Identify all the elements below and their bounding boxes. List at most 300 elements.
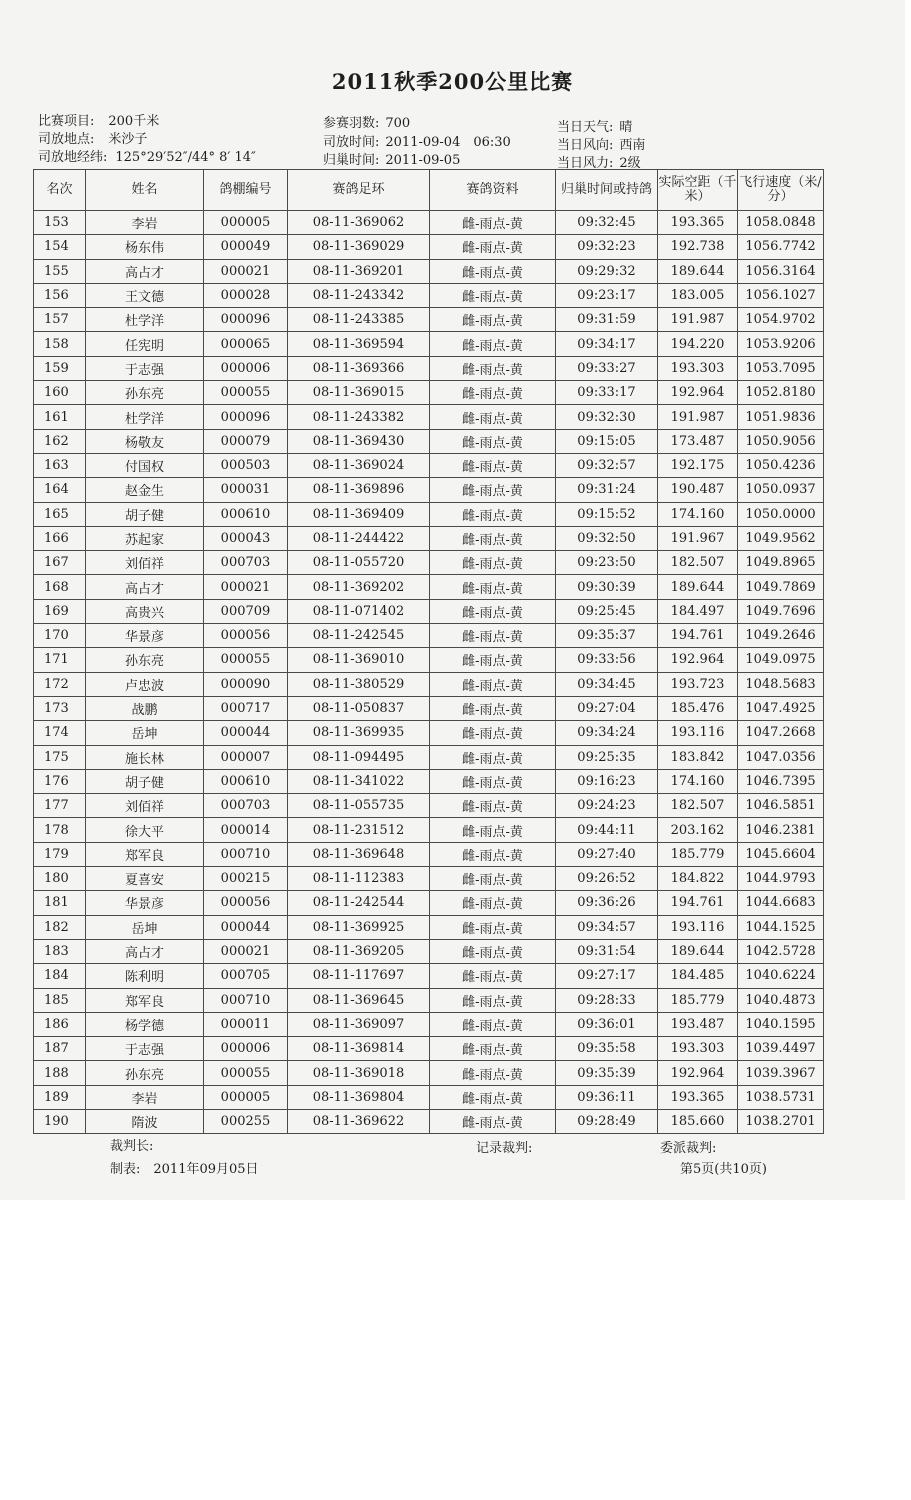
loft-number-cell: 000031: [204, 478, 288, 502]
ring-cell: 08-11-369097: [288, 1012, 430, 1036]
table-row: [34, 939, 824, 963]
rank-cell: 169: [34, 599, 86, 623]
name-cell: 陈利明: [86, 964, 204, 988]
ring-cell: 08-11-369935: [288, 721, 430, 745]
ring-cell: 08-11-369804: [288, 1085, 430, 1109]
loft-number-cell: 000215: [204, 867, 288, 891]
ring-cell: 08-11-094495: [288, 745, 430, 769]
loft-number-cell: 000044: [204, 721, 288, 745]
rank-cell: 186: [34, 1012, 86, 1036]
rank-cell: 167: [34, 551, 86, 575]
table-row: [34, 769, 824, 793]
table-row: [34, 794, 824, 818]
return-time-cell: 09:25:35: [556, 745, 658, 769]
rank-cell: 158: [34, 332, 86, 356]
table-row: [34, 1109, 824, 1133]
page-number: 第5页(共10页): [680, 1162, 767, 1177]
name-cell: 郑军良: [86, 988, 204, 1012]
rank-cell: 185: [34, 988, 86, 1012]
ring-cell: 08-11-369018: [288, 1061, 430, 1085]
loft-number-cell: 000717: [204, 696, 288, 720]
bird-info-cell: 雌-雨点-黄: [430, 1037, 556, 1061]
bird-info-cell: 雌-雨点-黄: [430, 478, 556, 502]
table-row: [34, 551, 824, 575]
table-row: [34, 381, 824, 405]
name-cell: 隋波: [86, 1109, 204, 1133]
appointed-judge-label: 委派裁判:: [660, 1141, 717, 1156]
return-time-cell: 09:35:37: [556, 624, 658, 648]
table-row: [34, 842, 824, 866]
loft-number-cell: 000503: [204, 453, 288, 477]
speed-cell: 1047.4925: [738, 696, 824, 720]
speed-cell: 1039.4497: [738, 1037, 824, 1061]
speed-cell: 1050.9056: [738, 429, 824, 453]
return-time-cell: 09:34:24: [556, 721, 658, 745]
loft-number-cell: 000096: [204, 308, 288, 332]
bird-info-cell: 雌-雨点-黄: [430, 794, 556, 818]
table-row: [34, 964, 824, 988]
loft-number-cell: 000710: [204, 988, 288, 1012]
rank-cell: 175: [34, 745, 86, 769]
bird-info-cell: 雌-雨点-黄: [430, 1085, 556, 1109]
rank-cell: 190: [34, 1109, 86, 1133]
wind-direction-info: [557, 134, 645, 153]
return-time-cell: 09:16:23: [556, 769, 658, 793]
bird-info-cell: 雌-雨点-黄: [430, 964, 556, 988]
speed-cell: 1050.0000: [738, 502, 824, 526]
table-row: [34, 648, 824, 672]
event-label: 比赛项目:: [38, 114, 95, 129]
loft-number-cell: 000703: [204, 551, 288, 575]
distance-cell: 193.116: [658, 721, 738, 745]
name-cell: 孙东亮: [86, 648, 204, 672]
loft-number-cell: 000028: [204, 283, 288, 307]
release-place-value: 米沙子: [108, 132, 148, 147]
return-time-cell: 09:35:58: [556, 1037, 658, 1061]
distance-cell: 184.485: [658, 964, 738, 988]
return-time-cell: 09:32:50: [556, 526, 658, 550]
distance-cell: 194.220: [658, 332, 738, 356]
ring-cell: 08-11-369205: [288, 939, 430, 963]
distance-cell: 192.738: [658, 235, 738, 259]
ring-cell: 08-11-369201: [288, 259, 430, 283]
return-time-cell: 09:36:26: [556, 891, 658, 915]
name-cell: 卢忠波: [86, 672, 204, 696]
table-row: [34, 332, 824, 356]
weather-value: 晴: [619, 120, 633, 135]
header-bird-info: 赛鸽资料: [430, 170, 556, 211]
table-row: [34, 745, 824, 769]
return-time-cell: 09:32:30: [556, 405, 658, 429]
bird-info-cell: 雌-雨点-黄: [430, 211, 556, 235]
speed-cell: 1053.9206: [738, 332, 824, 356]
ring-cell: 08-11-369062: [288, 211, 430, 235]
return-time-cell: 09:34:45: [556, 672, 658, 696]
page-title: 2011秋季200公里比赛: [331, 69, 574, 94]
name-cell: 于志强: [86, 356, 204, 380]
bird-info-cell: 雌-雨点-黄: [430, 648, 556, 672]
bird-info-cell: 雌-雨点-黄: [430, 502, 556, 526]
speed-cell: 1047.0356: [738, 745, 824, 769]
bird-info-cell: 雌-雨点-黄: [430, 867, 556, 891]
distance-cell: 184.822: [658, 867, 738, 891]
table-row: [34, 696, 824, 720]
bird-info-cell: 雌-雨点-黄: [430, 818, 556, 842]
return-time-cell: 09:31:24: [556, 478, 658, 502]
return-time-cell: 09:29:32: [556, 259, 658, 283]
rank-cell: 184: [34, 964, 86, 988]
table-row: [34, 478, 824, 502]
speed-cell: 1049.0975: [738, 648, 824, 672]
rank-cell: 165: [34, 502, 86, 526]
speed-cell: 1046.7395: [738, 769, 824, 793]
return-time-cell: 09:32:23: [556, 235, 658, 259]
bird-info-cell: 雌-雨点-黄: [430, 696, 556, 720]
loft-number-cell: 000007: [204, 745, 288, 769]
rank-cell: 183: [34, 939, 86, 963]
release-time-label: 司放时间:: [323, 135, 380, 150]
birds-label: 参赛羽数:: [323, 116, 380, 131]
loft-number-cell: 000056: [204, 624, 288, 648]
loft-number-cell: 000090: [204, 672, 288, 696]
table-body: [34, 211, 824, 1134]
event-info: [38, 110, 159, 129]
table-row: [34, 1085, 824, 1109]
table-row: [34, 283, 824, 307]
weather-label: 当日天气:: [557, 120, 614, 135]
distance-cell: 173.487: [658, 429, 738, 453]
loft-number-cell: 000005: [204, 1085, 288, 1109]
ring-cell: 08-11-244422: [288, 526, 430, 550]
ring-cell: 08-11-369409: [288, 502, 430, 526]
table-row: [34, 915, 824, 939]
distance-cell: 185.779: [658, 842, 738, 866]
speed-cell: 1044.6683: [738, 891, 824, 915]
name-cell: 杨东伟: [86, 235, 204, 259]
loft-number-cell: 000610: [204, 502, 288, 526]
bird-info-cell: 雌-雨点-黄: [430, 235, 556, 259]
loft-number-cell: 000014: [204, 818, 288, 842]
name-cell: 李岩: [86, 1085, 204, 1109]
ring-cell: 08-11-341022: [288, 769, 430, 793]
ring-cell: 08-11-369010: [288, 648, 430, 672]
distance-cell: 192.964: [658, 381, 738, 405]
rank-cell: 174: [34, 721, 86, 745]
speed-cell: 1049.7869: [738, 575, 824, 599]
speed-cell: 1039.3967: [738, 1061, 824, 1085]
loft-number-cell: 000021: [204, 939, 288, 963]
wind-direction-label: 当日风向:: [557, 138, 614, 153]
coords-label: 司放地经纬:: [38, 150, 108, 165]
bird-info-cell: 雌-雨点-黄: [430, 551, 556, 575]
rank-cell: 189: [34, 1085, 86, 1109]
rank-cell: 181: [34, 891, 86, 915]
name-cell: 高占才: [86, 939, 204, 963]
header-name: 姓名: [86, 170, 204, 211]
distance-cell: 194.761: [658, 891, 738, 915]
birds-value: 700: [385, 116, 411, 131]
rank-cell: 168: [34, 575, 86, 599]
rank-cell: 179: [34, 842, 86, 866]
bird-info-cell: 雌-雨点-黄: [430, 308, 556, 332]
table-row: [34, 235, 824, 259]
return-time-cell: 09:33:17: [556, 381, 658, 405]
speed-cell: 1049.7696: [738, 599, 824, 623]
loft-number-cell: 000703: [204, 794, 288, 818]
distance-cell: 185.476: [658, 696, 738, 720]
loft-number-cell: 000055: [204, 1061, 288, 1085]
ring-cell: 08-11-055720: [288, 551, 430, 575]
distance-cell: 190.487: [658, 478, 738, 502]
speed-cell: 1047.2668: [738, 721, 824, 745]
speed-cell: 1050.4236: [738, 453, 824, 477]
ring-cell: 08-11-369814: [288, 1037, 430, 1061]
name-cell: 华景彦: [86, 891, 204, 915]
name-cell: 孙东亮: [86, 1061, 204, 1085]
table-row: [34, 721, 824, 745]
ring-cell: 08-11-369366: [288, 356, 430, 380]
bird-info-cell: 雌-雨点-黄: [430, 624, 556, 648]
bird-info-cell: 雌-雨点-黄: [430, 988, 556, 1012]
bird-info-cell: 雌-雨点-黄: [430, 1012, 556, 1036]
speed-cell: 1058.0848: [738, 211, 824, 235]
name-cell: 刘佰祥: [86, 551, 204, 575]
distance-cell: 183.842: [658, 745, 738, 769]
name-cell: 高占才: [86, 259, 204, 283]
distance-cell: 189.644: [658, 259, 738, 283]
bird-info-cell: 雌-雨点-黄: [430, 429, 556, 453]
return-time-cell: 09:28:49: [556, 1109, 658, 1133]
name-cell: 苏起家: [86, 526, 204, 550]
return-time-cell: 09:33:27: [556, 356, 658, 380]
table-row: [34, 1012, 824, 1036]
header-ring: 赛鸽足环: [288, 170, 430, 211]
rank-cell: 180: [34, 867, 86, 891]
release-place-label: 司放地点:: [38, 132, 95, 147]
ring-cell: 08-11-112383: [288, 867, 430, 891]
distance-cell: 185.779: [658, 988, 738, 1012]
rank-cell: 163: [34, 453, 86, 477]
ring-cell: 08-11-369648: [288, 842, 430, 866]
distance-cell: 193.303: [658, 356, 738, 380]
birds-info: [323, 112, 410, 131]
name-cell: 高占才: [86, 575, 204, 599]
loft-number-cell: 000005: [204, 211, 288, 235]
rank-cell: 159: [34, 356, 86, 380]
loft-number-cell: 000043: [204, 526, 288, 550]
loft-number-cell: 000710: [204, 842, 288, 866]
ring-cell: 08-11-117697: [288, 964, 430, 988]
table-row: [34, 526, 824, 550]
rank-cell: 162: [34, 429, 86, 453]
bird-info-cell: 雌-雨点-黄: [430, 283, 556, 307]
name-cell: 赵金生: [86, 478, 204, 502]
bird-info-cell: 雌-雨点-黄: [430, 526, 556, 550]
distance-cell: 184.497: [658, 599, 738, 623]
distance-cell: 194.761: [658, 624, 738, 648]
distance-cell: 182.507: [658, 794, 738, 818]
table-row: [34, 624, 824, 648]
speed-cell: 1038.5731: [738, 1085, 824, 1109]
speed-cell: 1040.4873: [738, 988, 824, 1012]
rank-cell: 171: [34, 648, 86, 672]
distance-cell: 174.160: [658, 769, 738, 793]
bird-info-cell: 雌-雨点-黄: [430, 769, 556, 793]
bird-info-cell: 雌-雨点-黄: [430, 259, 556, 283]
ring-cell: 08-11-243382: [288, 405, 430, 429]
bird-info-cell: 雌-雨点-黄: [430, 405, 556, 429]
wind-direction-value: 西南: [619, 138, 646, 153]
ring-cell: 08-11-242545: [288, 624, 430, 648]
table-row: [34, 356, 824, 380]
ring-cell: 08-11-369896: [288, 478, 430, 502]
speed-cell: 1056.7742: [738, 235, 824, 259]
wind-force-value: 2级: [619, 156, 641, 171]
loft-number-cell: 000079: [204, 429, 288, 453]
ring-cell: 08-11-055735: [288, 794, 430, 818]
header-rank: 名次: [34, 170, 86, 211]
return-time-cell: 09:34:17: [556, 332, 658, 356]
name-cell: 杨学德: [86, 1012, 204, 1036]
bird-info-cell: 雌-雨点-黄: [430, 332, 556, 356]
distance-cell: 192.964: [658, 1061, 738, 1085]
speed-cell: 1044.9793: [738, 867, 824, 891]
name-cell: 李岩: [86, 211, 204, 235]
name-cell: 杜学洋: [86, 405, 204, 429]
return-time-value: 2011-09-05: [385, 153, 461, 168]
return-time-cell: 09:15:05: [556, 429, 658, 453]
distance-cell: 193.365: [658, 1085, 738, 1109]
distance-cell: 192.175: [658, 453, 738, 477]
recording-judge-label: 记录裁判:: [476, 1141, 533, 1156]
name-cell: 孙东亮: [86, 381, 204, 405]
table-header-row: [34, 170, 824, 211]
distance-cell: 193.303: [658, 1037, 738, 1061]
speed-cell: 1052.8180: [738, 381, 824, 405]
table-row: [34, 211, 824, 235]
table-row: [34, 1061, 824, 1085]
speed-cell: 1046.5851: [738, 794, 824, 818]
distance-cell: 191.987: [658, 405, 738, 429]
name-cell: 徐大平: [86, 818, 204, 842]
speed-cell: 1040.1595: [738, 1012, 824, 1036]
distance-cell: 182.507: [658, 551, 738, 575]
loft-number-cell: 000006: [204, 356, 288, 380]
speed-cell: 1040.6224: [738, 964, 824, 988]
name-cell: 夏喜安: [86, 867, 204, 891]
release-time-value: 2011-09-04 06:30: [385, 135, 511, 150]
bird-info-cell: 雌-雨点-黄: [430, 891, 556, 915]
name-cell: 刘佰祥: [86, 794, 204, 818]
ring-cell: 08-11-242544: [288, 891, 430, 915]
table-row: [34, 502, 824, 526]
rank-cell: 170: [34, 624, 86, 648]
return-time-cell: 09:27:40: [556, 842, 658, 866]
ring-cell: 08-11-243342: [288, 283, 430, 307]
distance-cell: 174.160: [658, 502, 738, 526]
speed-cell: 1042.5728: [738, 939, 824, 963]
table-row: [34, 308, 824, 332]
return-time-cell: 09:32:45: [556, 211, 658, 235]
loft-number-cell: 000096: [204, 405, 288, 429]
rank-cell: 160: [34, 381, 86, 405]
return-time-cell: 09:27:17: [556, 964, 658, 988]
return-time-cell: 09:32:57: [556, 453, 658, 477]
bird-info-cell: 雌-雨点-黄: [430, 939, 556, 963]
table-row: [34, 599, 824, 623]
rank-cell: 156: [34, 283, 86, 307]
table-row: [34, 405, 824, 429]
bird-info-cell: 雌-雨点-黄: [430, 575, 556, 599]
ring-cell: 08-11-380529: [288, 672, 430, 696]
name-cell: 施长林: [86, 745, 204, 769]
return-time-cell: 09:31:54: [556, 939, 658, 963]
loft-number-cell: 000709: [204, 599, 288, 623]
name-cell: 华景彦: [86, 624, 204, 648]
speed-cell: 1054.9702: [738, 308, 824, 332]
loft-number-cell: 000049: [204, 235, 288, 259]
rank-cell: 178: [34, 818, 86, 842]
wind-force-label: 当日风力:: [557, 156, 614, 171]
loft-number-cell: 000011: [204, 1012, 288, 1036]
return-time-cell: 09:30:39: [556, 575, 658, 599]
rank-cell: 187: [34, 1037, 86, 1061]
ring-cell: 08-11-369925: [288, 915, 430, 939]
bird-info-cell: 雌-雨点-黄: [430, 745, 556, 769]
name-cell: 付国权: [86, 453, 204, 477]
ring-cell: 08-11-071402: [288, 599, 430, 623]
speed-cell: 1045.6604: [738, 842, 824, 866]
return-time-cell: 09:36:01: [556, 1012, 658, 1036]
speed-cell: 1050.0937: [738, 478, 824, 502]
return-time-cell: 09:33:56: [556, 648, 658, 672]
name-cell: 任宪明: [86, 332, 204, 356]
table-row: [34, 1037, 824, 1061]
return-time-cell: 09:24:23: [556, 794, 658, 818]
bird-info-cell: 雌-雨点-黄: [430, 721, 556, 745]
rank-cell: 164: [34, 478, 86, 502]
header-speed: 飞行速度（米/分）: [738, 170, 824, 211]
loft-number-cell: 000021: [204, 575, 288, 599]
ring-cell: 08-11-050837: [288, 696, 430, 720]
bird-info-cell: 雌-雨点-黄: [430, 842, 556, 866]
loft-number-cell: 000056: [204, 891, 288, 915]
rank-cell: 166: [34, 526, 86, 550]
rank-cell: 157: [34, 308, 86, 332]
name-cell: 于志强: [86, 1037, 204, 1061]
name-cell: 胡子健: [86, 769, 204, 793]
distance-cell: 191.967: [658, 526, 738, 550]
table-row: [34, 259, 824, 283]
table-row: [34, 453, 824, 477]
speed-cell: 1051.9836: [738, 405, 824, 429]
event-value: 200千米: [108, 114, 160, 129]
return-time-cell: 09:23:50: [556, 551, 658, 575]
return-time-label: 归巢时间:: [323, 153, 380, 168]
release-place-info: [38, 128, 147, 147]
chief-judge-label: 裁判长:: [110, 1139, 154, 1154]
speed-cell: 1049.9562: [738, 526, 824, 550]
distance-cell: 203.162: [658, 818, 738, 842]
table-row: [34, 891, 824, 915]
name-cell: 王文德: [86, 283, 204, 307]
speed-cell: 1044.1525: [738, 915, 824, 939]
coords-info: [38, 146, 256, 165]
release-time-info: [323, 131, 511, 150]
table-row: [34, 429, 824, 453]
name-cell: 战鹏: [86, 696, 204, 720]
ring-cell: 08-11-369594: [288, 332, 430, 356]
